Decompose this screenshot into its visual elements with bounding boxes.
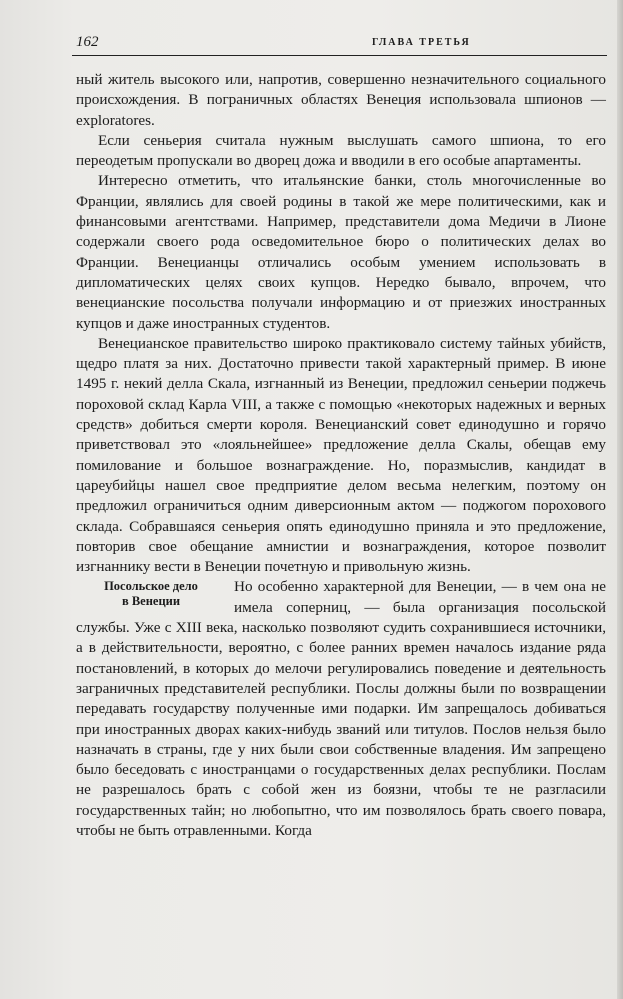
header-rule	[72, 55, 607, 56]
section-embassy	[76, 577, 606, 841]
paragraph: Интересно отметить, что итальянские банки, столь многочисленные во Франции, являлись для своей родины в такой же мере политическими, как и финансовыми агентствами. Например, представители дома Медичи в Лионе содержали своего рода осведомительное бюро о политических делах во Франции. Венецианцы отличались особым умением использовать в дипломатических целях своих купцов. Нередко бывало, впрочем, что венецианские посольства получали информацию и от приезжих иностранных купцов и даже иностранных студентов.	[76, 172, 606, 332]
section-paragraph: Но особенно характерной для Венеции, — в чем она не имела соперниц, — была организация посольской службы. Уже с XIII века, насколько позволяют судить сохранившиеся источники, а в действительности, вероятно, с более ранних времен началось издание ряда постановлений, в которых до мелочи регулировались поведение и деятельность заграничных представителей республики. Послы должны были по возвращении передавать государству полученные ими подарки. Им запрещалось добиваться при иностранных дворах каких-нибудь званий или титулов. Послов нельзя было назначать в страны, где у них были свои собственные владения. Им запрещено было беседовать с иностранцами о государственных делах республики. Послам не разрешалось брать с собой жен из боязни, чтобы те не разгласили государственных тайн; но любопытно, что им позволялось брать своего повара, чтобы не быть отравленными. Когда	[76, 578, 606, 839]
page-edge	[617, 0, 623, 999]
paragraph: Венецианское правительство широко практиковало систему тайных убийств, щедро платя за них. Достаточно привести такой характерный пример. В июне 1495 г. некий делла Скала, изгнанный из Венеции, предложил сеньерии поджечь пороховой склад Карла VIII, а также с помощью «некоторых надежных и верных средств» добиться смерти короля. Венецианский совет единодушно и горячо приветствовал это «лояльнейшее» предложение делла Скалы, обещав ему помилование и большое вознаграждение. Но, поразмыслив, кандидат в цареубийцы нашел свое предприятие делом весьма нелегким, поэтому он предложил ограничиться одним диверсионным актом — поджогом порохового склада. Собравшаяся сеньерия опять единодушно приняла и это предложение, повторив свое обещание амнистии и вознаграждения, которое позволит изгнаннику вести в Венеции почетную и привольную жизнь.	[76, 334, 606, 576]
paragraph-continued: ный житель высокого или, напротив, совершенно незначительного социального происхождения. В пограничных областях Венеция использовала шпионов — exploratores.	[76, 71, 606, 129]
running-title: ГЛАВА ТРЕТЬЯ	[372, 37, 471, 48]
paragraph: Если сеньерия считала нужным выслушать самого шпиона, то его переодетым пропускали во дворец дожа и вводили в его особые апартаменты.	[76, 131, 606, 170]
side-heading	[76, 579, 226, 609]
page-header	[72, 34, 607, 58]
page-number: 162	[76, 34, 99, 50]
side-heading-line2: в Венеции	[121, 594, 181, 609]
side-heading-line1: Посольское дело	[104, 579, 198, 594]
body-text	[76, 70, 606, 841]
